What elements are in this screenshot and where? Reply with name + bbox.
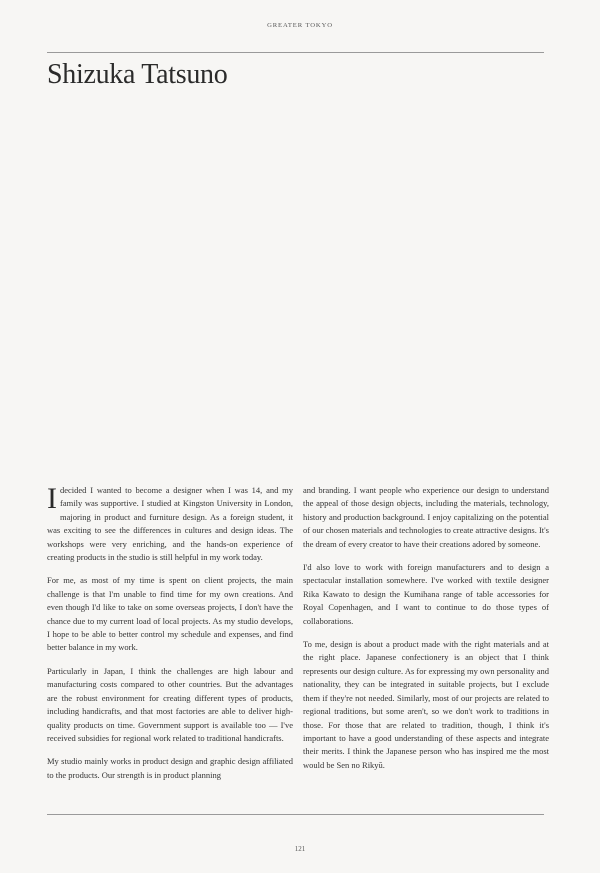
paragraph: I'd also love to work with foreign manufacturers and to design a spectacular installation somewhere. I've worked with textile designer Rika Kawato to design the Kumihana range of table accessories for Royal Copenhagen, and I want to continue to do those types of collaborations.: [303, 562, 549, 626]
paragraph: and branding. I want people who experience our design to understand the appeal of those design objects, including the materials, technology, history and production background. I enjoy capitalizing on the potential of our chosen materials and technologies to create attractive designs. It's the dream of every creator to have their creations adored by someone.: [303, 485, 549, 549]
paragraph: [47, 484, 293, 564]
footer-rule: [47, 814, 544, 815]
running-head: GREATER TOKYO: [267, 22, 333, 29]
author-name: Shizuka Tatsuno: [47, 59, 228, 90]
paragraph: Particularly in Japan, I think the challenges are high labour and manufacturing costs compared to other countries. But the advantages are the robust environment for creating different types of products, including handicrafts, and that most factories are able to deliver high-quality products on time. Government support is available too — I've received subsidies for regional work related to traditional handicrafts.: [47, 665, 293, 743]
paragraph: To me, design is about a product made with the right materials and at the right place. Japanese confectionery is an object that I think represents our design culture. As for expressing my own personality and nationality, they can be integrated in suitable projects, but I exclude them if they're not needed. Similarly, most of our projects are related to regional traditions, but some aren't, so we don't work to traditions in those. For those that are related to tradition, though, I think it's important to have a good understanding of these aspects and integrate their merits. I think the Japanese person who has inspired me the most would be Sen no Rikyū.: [303, 639, 549, 770]
paragraph: For me, as most of my time is spent on client projects, the main challenge is that I'm unable to find time for my own creations. And even though I'd like to take on some overseas projects, I don't have the chance due to my current load of local projects. As my studio develops, I hope to be able to better control my schedule and expenses, and find better balance in my work.: [47, 575, 293, 653]
paragraph-text: decided I wanted to become a designer when I was 14, and my family was supportive. I studied at Kingston University in London, majoring in product and furniture design. As a foreign student, it was exciting to see the differences in cultures and design ideas. The workshops were very enriching, and the hands-on experience of creating products in the studio is still helpful in my work today.: [47, 485, 293, 563]
text-column-right: [303, 484, 549, 782]
text-column-left: [47, 484, 293, 792]
page-number: 121: [294, 845, 306, 853]
header-rule: [47, 52, 544, 53]
drop-cap: I: [47, 482, 57, 515]
paragraph: My studio mainly works in product design and graphic design affiliated to the products. Our strength is in product planning: [47, 756, 293, 780]
